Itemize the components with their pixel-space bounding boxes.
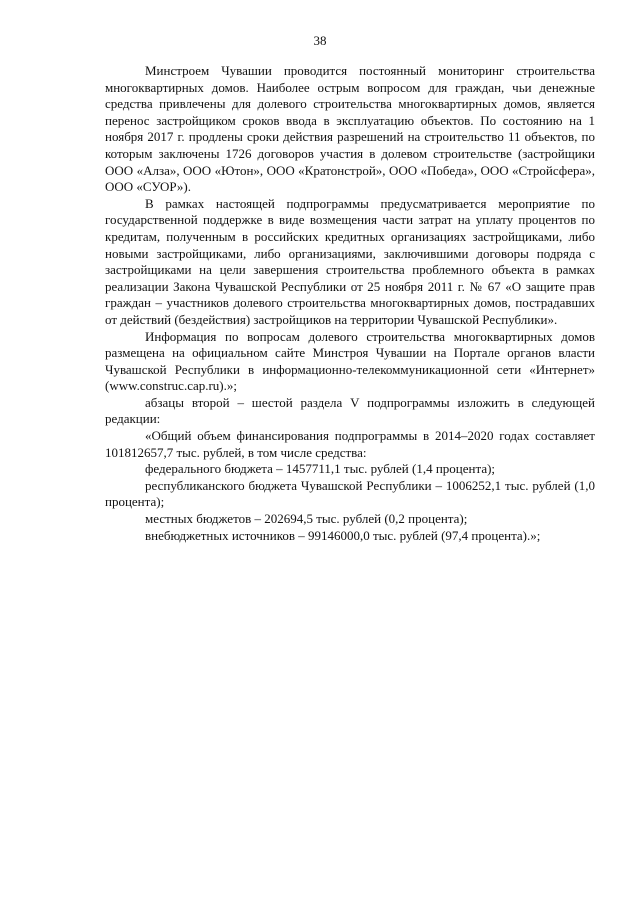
financing-republican-budget: республиканского бюджета Чувашской Республики – 1006252,1 тыс. рублей (1,0 процента);	[105, 477, 595, 510]
financing-extrabudgetary: внебюджетных источников – 99146000,0 тыс. рублей (97,4 процента).»;	[145, 527, 541, 543]
financing-local-budgets: местных бюджетов – 202694,5 тыс. рублей (0,2 процента);	[145, 511, 468, 527]
paragraph-amendment-intro: абзацы второй – шестой раздела V подпрограммы изложить в следующей редакции:	[105, 394, 595, 427]
financing-federal-budget: федерального бюджета – 1457711,1 тыс. рублей (1,4 процента);	[145, 461, 496, 477]
page-number: 38	[313, 33, 327, 48]
document-body	[105, 63, 595, 544]
paragraph-financing-total: «Общий объем финансирования подпрограммы в 2014–2020 годах составляет 101812657,7 тыс. рублей, в том числе средства:	[105, 428, 595, 460]
paragraph-state-support: В рамках настоящей подпрограммы предусматривается мероприятие по государственной поддержке в виде возмещения части затрат на уплату процентов по кредитам, полученным в российских кредитных организациях застройщиками, либо новыми застройщиками, либо организациями, заключившими договоры подряда с застройщиками на цели завершения строительства проблемного объекта в рамках реализации Закона Чувашской Республики от 25 ноября 2011 г. № 67 «О защите прав граждан – участников долевого строительства многоквартирных домов, пострадавших от действий (бездействия) застройщиков на территории Чувашской Республики».	[105, 195, 595, 327]
paragraph-monitoring: Минстроем Чувашии проводится постоянный мониторинг строительства многоквартирных домов. Наиболее острым вопросом для граждан, чьи денежные средства привлечены для долевого строительства многоквартирных домов, является перенос застройщиком сроков ввода в эксплуатацию объектов. По состоянию на 1 ноября 2017 г. продлены сроки действия разрешений на строительство 11 объектов, по которым заключены 1726 договоров участия в долевом строительстве (застройщики ООО «Алза», ООО «Ютон», ООО «Кратонстрой», ООО «Победа», ООО «Стройсфера», ООО «СУОР»).	[105, 63, 595, 195]
paragraph-information: Информация по вопросам долевого строительства многоквартирных домов размещена на официальном сайте Минстроя Чувашии на Портале органов власти Чувашской Республики в информационно-телекоммуникационной сети «Интернет» (www.construc.cap.ru).»;	[105, 328, 595, 394]
